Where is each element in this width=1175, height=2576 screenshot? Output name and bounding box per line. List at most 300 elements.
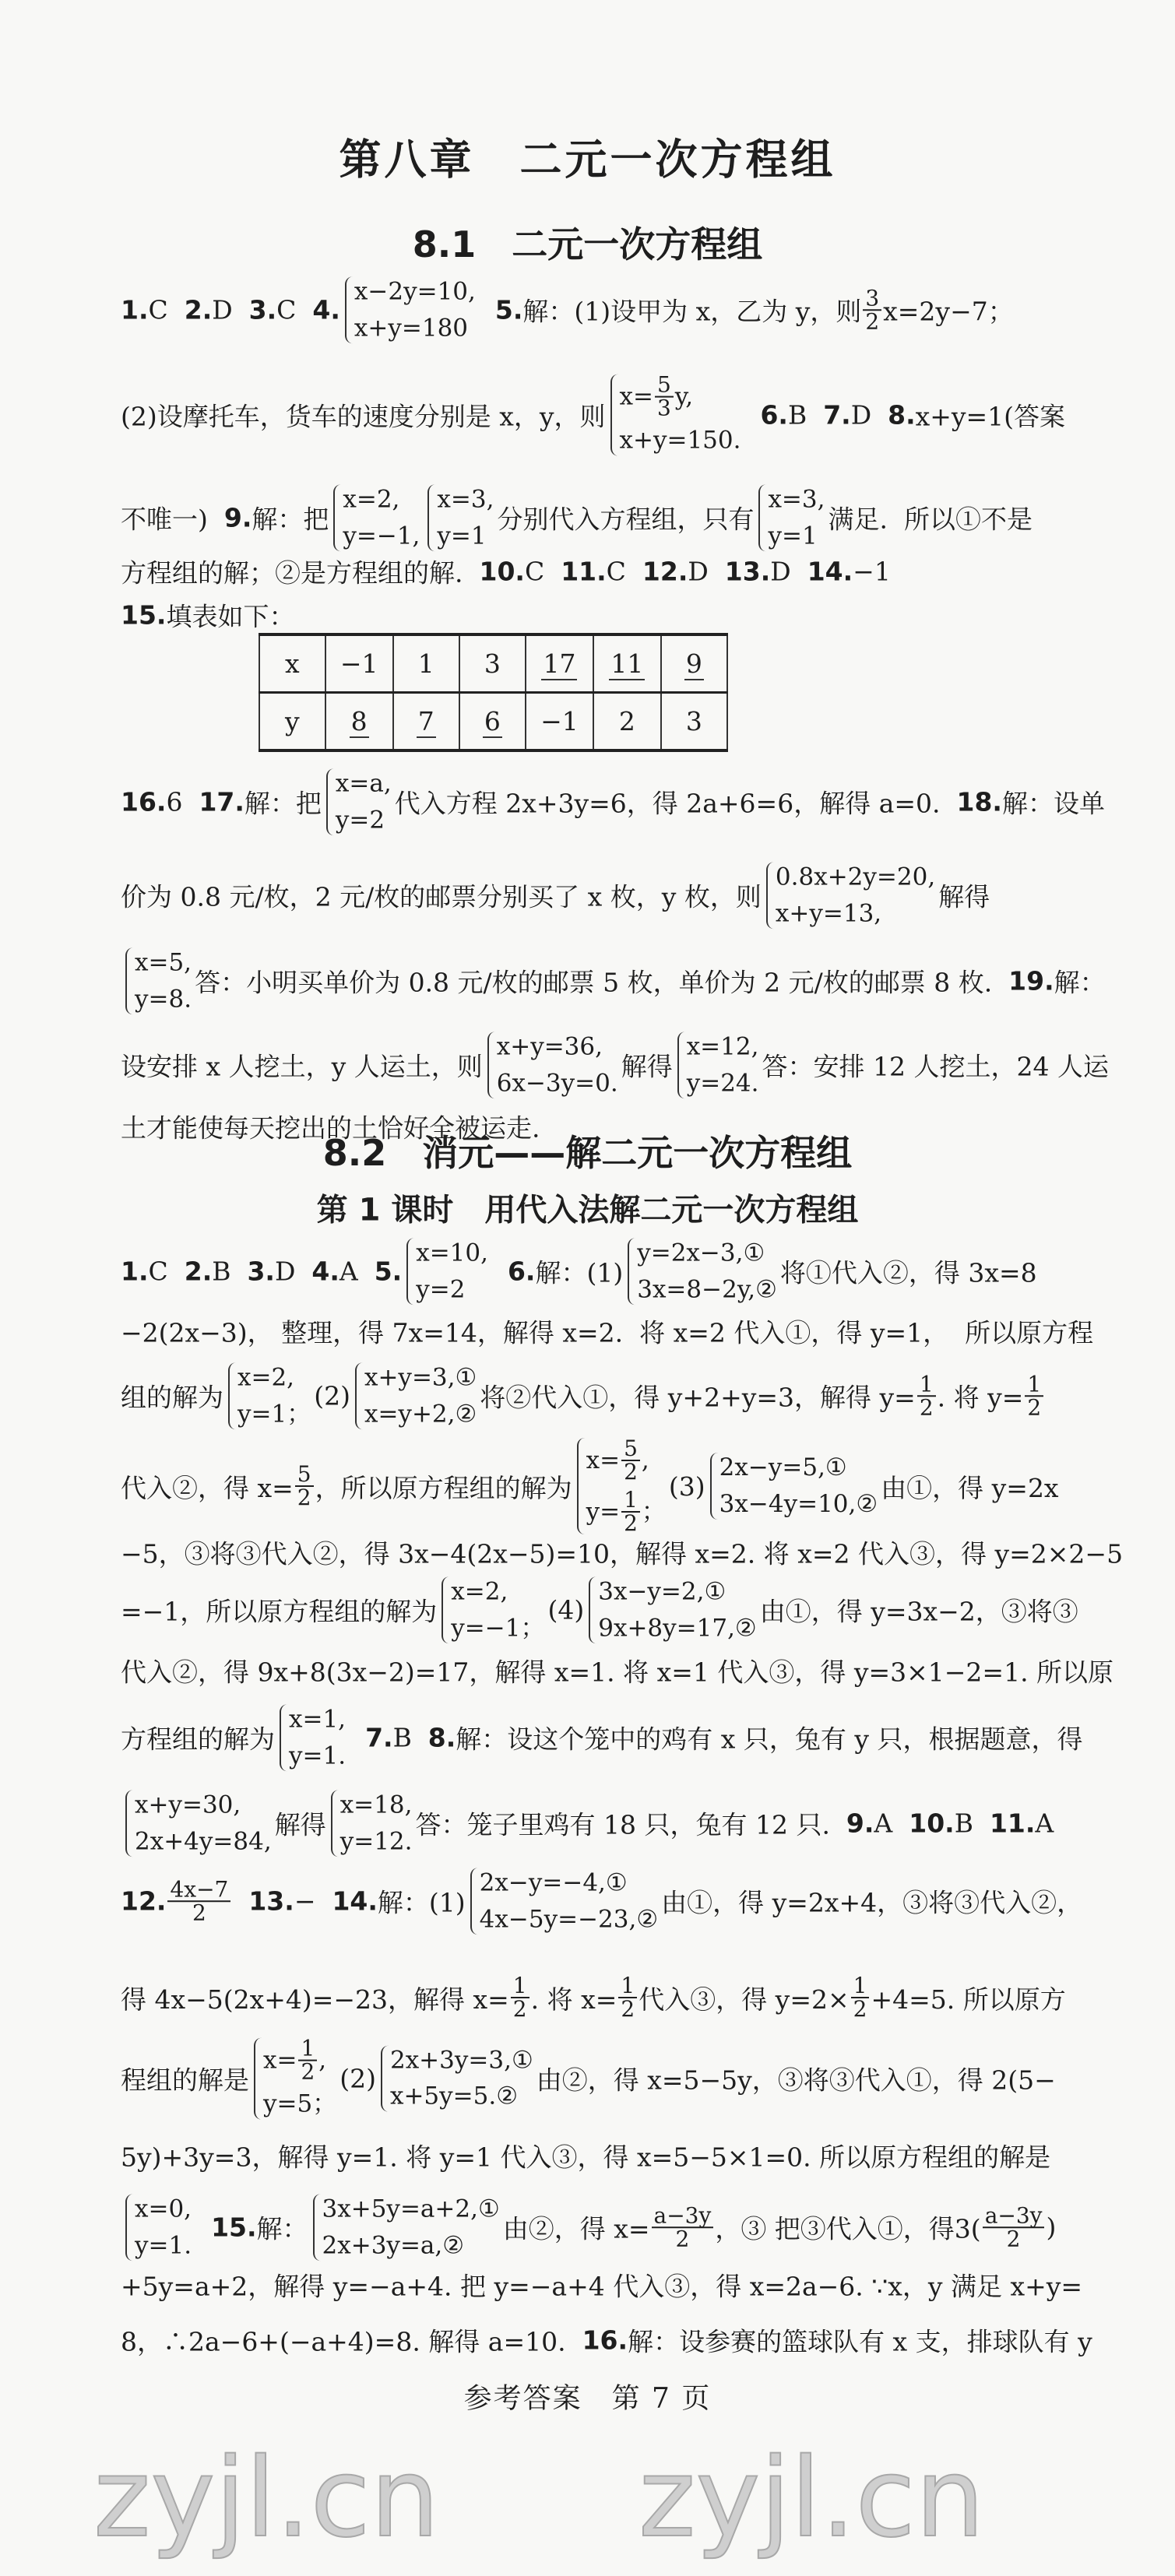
cell-value: 17 (543, 648, 576, 679)
equation: 3x−y=2,① (598, 1577, 726, 1606)
question-number: 16. (121, 786, 167, 817)
answer-text: 解得 (621, 1051, 673, 1082)
answer-text: A (1035, 1808, 1054, 1839)
answer-text: 6 (166, 786, 199, 817)
equation-system (709, 1450, 878, 1523)
answer-text: ) (1046, 2212, 1057, 2243)
answer-text: D (274, 1256, 312, 1287)
equation (263, 2035, 336, 2086)
fraction (167, 1878, 230, 1924)
answer-text: , (318, 2046, 327, 2075)
answer-text: 不唯一) (121, 504, 224, 535)
answer-text: ，所以原方程组的解为 (315, 1472, 572, 1503)
answer-line (121, 1028, 1149, 1102)
question-number: 13. (724, 556, 771, 587)
equation-system (405, 1235, 488, 1308)
numerator: 4x−7 (167, 1878, 230, 1902)
table-cell (661, 634, 727, 693)
question-number: 15. (121, 599, 167, 631)
answer-text: 价为 0.8 元/枚，2 元/枚的邮票分别买了 x 枚，y 枚，则 (121, 881, 762, 912)
fraction (295, 1461, 314, 1510)
equation-system (325, 765, 392, 838)
numerator: 1 (917, 1373, 936, 1397)
equation: 6x−3y=0. (496, 1069, 618, 1097)
answer-text: 由②，得 x=5−5y，③将③代入①，得 2(5− (536, 2065, 1056, 2096)
question-number: 1. (121, 1256, 149, 1287)
answer-text: 解：设单 (1001, 788, 1105, 819)
denominator: 2 (919, 1394, 934, 1420)
fraction (851, 1975, 870, 2020)
question-number: 1. (121, 294, 149, 325)
row-header-cell (259, 693, 325, 751)
answer-text: 解得 (274, 1809, 326, 1840)
answer-line (121, 1975, 1149, 2020)
equation: y=−1； (451, 1614, 545, 1642)
answer-text: 答：笼子里鸡有 18 只，兔有 12 只. (415, 1809, 846, 1840)
answer-text: ； (641, 1497, 666, 1526)
equation: x+y=180 (354, 314, 469, 342)
fraction (621, 1489, 640, 1534)
equation: y=2x−3,① (637, 1239, 765, 1267)
table-cell (459, 693, 526, 751)
answer-text: −2(2x−3)， 整理，得 7x=14，解得 x=2. 将 x=2 代入①，得 y=1， 所以原方程 (121, 1317, 1094, 1348)
equation-system (124, 1787, 272, 1860)
answer-line (121, 2322, 1149, 2359)
equation (586, 1435, 666, 1486)
answer-text: −1 (853, 556, 891, 587)
answer-text: . 将 y= (937, 1382, 1024, 1413)
answer-text: 程组的解是 (121, 2065, 249, 2096)
equation: x=2, (451, 1577, 508, 1606)
denominator: 2 (624, 1459, 638, 1485)
equation: x=18, (339, 1791, 413, 1819)
equation: 2x+4y=84, (135, 1827, 272, 1855)
cell-value: 11 (610, 648, 644, 679)
equation: x=10, (416, 1239, 488, 1267)
numerator: 5 (295, 1464, 314, 1487)
equation: x−2y=10, (354, 277, 476, 306)
equation: x=0, (135, 2195, 192, 2223)
answer-text: 解：(1) (377, 1887, 466, 1918)
numerator: 1 (1025, 1373, 1043, 1397)
answer-text: C (148, 1256, 185, 1287)
cell-value: 7 (417, 706, 434, 736)
answer-line (121, 481, 1149, 554)
page-footer: 参考答案 第 7 页 (463, 2382, 712, 2415)
equation-system (676, 1028, 759, 1102)
answer-text: 将②代入①，得 y+2+y=3，解得 y= (480, 1382, 916, 1413)
denominator: 2 (1027, 1394, 1042, 1420)
equation: x=3, (437, 485, 494, 514)
answer-text: 满足. 所以①不是 (828, 504, 1033, 535)
question-number: 14. (332, 1885, 378, 1917)
equation: 2x+3y=3,① (389, 2046, 533, 2075)
fraction (983, 2202, 1045, 2251)
answer-text: 由①，得 y=2x (881, 1472, 1059, 1503)
numerator: 1 (511, 1975, 529, 1998)
equation: x=2, (237, 1363, 295, 1392)
answer-text: (2)设摩托车，货车的速度分别是 x，y，则 (121, 401, 606, 432)
question-number: 15. (211, 2212, 257, 2243)
equation-system (440, 1573, 544, 1646)
answer-text: D (688, 556, 725, 587)
answer-text: D (850, 399, 888, 431)
numerator: 1 (298, 2038, 317, 2061)
denominator: 2 (297, 1485, 311, 1510)
answer-text: (4) (547, 1594, 585, 1625)
equation-system (469, 1864, 658, 1938)
equation: 2x+3y=a,② (322, 2231, 465, 2259)
answer-line (121, 944, 1149, 1017)
cell-value: x (285, 648, 300, 679)
question-number: 18. (956, 786, 1002, 817)
equation: x=1, (289, 1705, 347, 1734)
question-number: 12. (642, 556, 688, 587)
denominator: 2 (192, 1899, 206, 1925)
numerator: 1 (618, 1975, 637, 1998)
answer-line (121, 859, 1149, 932)
equation: 2x−y=−4,① (479, 1868, 628, 1897)
answer-text: C (276, 294, 313, 325)
numerator: 5 (621, 1438, 640, 1461)
answer-text: (2) (339, 2063, 376, 2094)
equation: x=5, (135, 948, 192, 977)
question-number: 5. (374, 1256, 403, 1287)
equation-system (252, 2035, 336, 2123)
answer-line (121, 371, 1149, 459)
answer-text: 代入②，得 9x+8(3x−2)=17，解得 x=1. 将 x=1 代入③，得 y=3×1−2=1. 所以原 (121, 1657, 1114, 1688)
chapter-title: 第八章 二元一次方程组 (339, 135, 836, 185)
answer-text: 解：(1)设甲为 x，乙为 y，则 (522, 296, 862, 327)
answer-line (121, 2191, 1149, 2264)
question-number: 7. (823, 399, 851, 431)
answer-text: − (294, 1885, 332, 1917)
equation: x=2, (343, 485, 400, 514)
table-row (259, 693, 727, 751)
answer-line (121, 2267, 1149, 2304)
equation: y=1 (437, 522, 487, 550)
equation: x+y=30, (135, 1791, 241, 1819)
answer-line (121, 1573, 1149, 1646)
answer-text (232, 1886, 248, 1917)
answer-text: 代入②，得 x= (121, 1472, 294, 1503)
equation-system (379, 2042, 533, 2115)
question-number: 10. (909, 1808, 955, 1839)
answer-text: ，③ 把③代入①，得3( (715, 2213, 981, 2244)
question-number: 9. (223, 502, 252, 533)
question-number: 4. (312, 294, 340, 325)
equation: y=8. (135, 985, 192, 1013)
question-number: 2. (184, 294, 213, 325)
table-cell (325, 634, 393, 693)
answer-text: 土才能使每天挖出的土恰好全被运走. (121, 1112, 540, 1144)
question-number: 5. (494, 294, 523, 325)
answer-text: +4=5. 所以原方 (871, 1984, 1066, 2015)
equation: 0.8x+2y=20, (775, 863, 936, 891)
answer-text: 解得 (938, 881, 990, 912)
question-number: 13. (248, 1885, 294, 1917)
answer-text: B (787, 399, 824, 431)
answer-text: x= (619, 382, 653, 411)
equation-system (626, 1235, 777, 1308)
answer-text: B (954, 1808, 990, 1839)
table-row (259, 634, 727, 693)
equation: 3x=8−2y,② (637, 1275, 777, 1303)
fraction (618, 1975, 637, 2020)
answer-line (121, 273, 1149, 346)
cell-value: 3 (484, 648, 501, 679)
answer-text: 填表如下： (166, 601, 295, 632)
answer-text: x+y=1(答案 (915, 401, 1066, 432)
denominator: 2 (675, 2226, 690, 2251)
question-number: 16. (582, 2325, 628, 2356)
section-title-8-2: 8.2 消元——解二元一次方程组 (322, 1132, 853, 1174)
numerator: 1 (851, 1975, 870, 1998)
table-cell (661, 693, 727, 751)
answer-line (121, 765, 1149, 838)
answer-text: B (392, 1722, 428, 1753)
fraction (1025, 1373, 1043, 1418)
fraction (863, 287, 881, 332)
answer-text: 解： (256, 2213, 308, 2244)
table-cell (459, 634, 526, 693)
answer-line (121, 1359, 1149, 1432)
answer-text: x= (263, 2046, 297, 2075)
answer-text: C (148, 294, 185, 325)
numerator: 5 (655, 374, 674, 398)
question-number: 17. (199, 786, 244, 817)
question-number: 11. (989, 1808, 1036, 1839)
equation: x+y=3,① (364, 1363, 477, 1392)
question-number: 2. (184, 1256, 213, 1287)
equation-system (343, 273, 476, 346)
answer-line (121, 1787, 1149, 1860)
equation-system (757, 481, 825, 554)
question-number: 8. (427, 1722, 456, 1753)
answer-text: D (770, 556, 807, 587)
question-number: 10. (479, 556, 525, 587)
answer-text: 由①，得 y=2x+4，③将③代入②， (661, 1887, 1083, 1918)
lesson-subtitle: 第 1 课时 用代入法解二元一次方程组 (316, 1192, 859, 1228)
answer-line (121, 1864, 1149, 1938)
answer-text: B (212, 1256, 248, 1287)
answer-text: 解：把 (252, 504, 329, 535)
answer-text: 分别代入方程组，只有 (497, 504, 755, 535)
answer-text: (3) (668, 1471, 705, 1502)
equation: y=1 (768, 522, 818, 550)
equation: y=1. (135, 2231, 192, 2259)
answer-text: 代入③，得 y=2× (639, 1984, 850, 2015)
numerator: a−3y (983, 2205, 1045, 2228)
section-title-8-1: 8.1 二元一次方程组 (412, 223, 763, 265)
equation: 4x−5y=−23,② (479, 1905, 659, 1933)
equation-system (278, 1701, 346, 1774)
cell-value: 3 (685, 706, 702, 736)
cell-value: y (284, 706, 300, 736)
equation: 3x+5y=a+2,① (322, 2195, 500, 2223)
equation: 2x−y=5,① (719, 1453, 847, 1482)
equation: x=12, (686, 1032, 759, 1061)
equation-system (329, 1787, 413, 1860)
equation: y=12. (339, 1827, 413, 1855)
denominator: 2 (853, 1996, 867, 2022)
question-number: 8. (888, 399, 916, 431)
answer-text: 解：(1) (535, 1257, 624, 1288)
answer-text: 答：小明买单价为 0.8 元/枚的邮票 5 枚，单价为 2 元/枚的邮票 8 枚. (195, 967, 1009, 998)
answer-text: 解：把 (244, 788, 322, 819)
answer-text: =−1，所以原方程组的解为 (121, 1596, 438, 1627)
question-number: 6. (507, 1256, 536, 1287)
equation-system (311, 2191, 500, 2264)
answer-text: A (339, 1256, 375, 1287)
answer-line (121, 1435, 1149, 1538)
question-number: 3. (247, 1256, 275, 1287)
answer-text: 代入方程 2x+3y=6，得 2a+6=6，解得 a=0. (394, 788, 957, 819)
fraction (511, 1975, 529, 2020)
table-cell (526, 634, 593, 693)
answer-text: −5，③将③代入②，得 3x−4(2x−5)=10，解得 x=2. 将 x=2 代入③，得 y=2×2−5 (121, 1538, 1124, 1569)
equation: y=24. (686, 1069, 759, 1097)
denominator: 2 (624, 1510, 638, 1536)
watermark: zyjl.cn (93, 2435, 440, 2562)
answer-text: . 将 x= (530, 1984, 617, 2015)
answer-line (121, 597, 1149, 634)
denominator: 2 (865, 308, 880, 334)
denominator: 2 (621, 1996, 635, 2022)
answer-line (121, 554, 1149, 590)
answer-text: C (606, 556, 642, 587)
answer-line (121, 1653, 1149, 1689)
equation-system (332, 481, 420, 554)
denominator: 2 (301, 2058, 315, 2085)
answer-text: 方程组的解为 (121, 1724, 275, 1755)
answer-text: A (874, 1808, 909, 1839)
answer-text: 解：设参赛的篮球队有 x 支，排球队有 y (628, 2326, 1092, 2357)
question-number: 3. (248, 294, 277, 325)
answer-text: 设安排 x 人挖土，y 人运土，则 (121, 1051, 483, 1082)
equation: x+y=13, (775, 899, 882, 927)
equation-system (587, 1573, 756, 1646)
answer-text: y= (586, 1497, 621, 1526)
table-cell (393, 634, 459, 693)
answer-text: C (524, 556, 561, 587)
fraction (298, 2035, 317, 2085)
equation-system (124, 2191, 192, 2264)
answer-line (121, 1313, 1149, 1350)
answer-text: x= (586, 1446, 621, 1474)
equation: y=5； (263, 2089, 337, 2118)
question-number: 12. (121, 1885, 167, 1917)
table-cell (593, 634, 661, 693)
answer-text (349, 1723, 365, 1753)
equation: y=2 (416, 1275, 466, 1303)
equation: x=a, (335, 769, 392, 798)
denominator: 2 (512, 1996, 527, 2022)
equation-system (609, 371, 741, 459)
equation-system (124, 944, 192, 1017)
answer-line (121, 1701, 1149, 1774)
equation: y=−1, (343, 522, 420, 550)
question-number: 6. (760, 399, 788, 431)
table-cell (526, 693, 593, 751)
answer-text: y, (674, 382, 694, 411)
answer-text: 将①代入②，得 3x=8 (779, 1257, 1037, 1288)
answer-text: +5y=a+2，解得 y=−a+4. 把 y=−a+4 代入③，得 x=2a−6. ∵x，y 满足 x+y= (121, 2271, 1083, 2302)
numerator: a−3y (652, 2205, 714, 2228)
equation: 9x+8y=17,② (598, 1614, 757, 1642)
question-number: 4. (311, 1256, 339, 1287)
answer-text: 组的解为 (121, 1382, 223, 1413)
answer-text (744, 400, 760, 431)
answer-text: x=2y−7； (883, 296, 1014, 327)
equation: y=1； (237, 1400, 311, 1428)
equation-system (765, 859, 935, 932)
denominator: 2 (1006, 2226, 1021, 2251)
equation: y=1. (289, 1741, 347, 1769)
answer-text: 解：设这个笼中的鸡有 x 只，兔有 y 只，根据题意，得 (456, 1724, 1083, 1755)
denominator: 3 (656, 395, 671, 421)
answer-text: 答：安排 12 人挖土，24 人运 (762, 1051, 1109, 1082)
question-number: 14. (807, 556, 853, 587)
answer-text (195, 2212, 211, 2243)
equation (586, 1486, 666, 1538)
equation-system (426, 481, 494, 554)
fraction (621, 1438, 640, 1483)
equation: x=3, (768, 485, 825, 514)
equation: x=y+2,② (364, 1400, 477, 1428)
answer-text: 由①，得 y=3x−2，③将③ (759, 1596, 1078, 1627)
cell-value: −1 (339, 648, 378, 679)
answer-text: 得 4x−5(2x+4)=−23，解得 x= (121, 1984, 509, 2015)
fraction (917, 1373, 936, 1418)
equation: x+y=150. (619, 426, 741, 455)
equation (620, 371, 741, 423)
answer-line (121, 2035, 1149, 2123)
row-header-cell (259, 634, 325, 693)
cell-value: −1 (540, 706, 579, 736)
answer-text: 方程组的解；②是方程组的解. (121, 557, 480, 589)
answer-text: 8，∴2a−6+(−a+4)=8. 解得 a=10. (121, 2326, 582, 2357)
fraction (655, 371, 674, 421)
question-number: 19. (1008, 965, 1054, 996)
answer-text (479, 295, 495, 325)
equation: x+5y=5.② (389, 2082, 519, 2110)
answer-text: 5y)+3y=3，解得 y=1. 将 y=1 代入③，得 x=5−5×1=0. 所以原方程组的解是 (121, 2142, 1051, 2173)
answer-text: 由②，得 x= (502, 2213, 650, 2244)
cell-value: 9 (685, 648, 702, 679)
answer-line (121, 1235, 1149, 1308)
answer-text (491, 1256, 508, 1287)
question-number: 7. (365, 1722, 393, 1753)
cell-value: 1 (417, 648, 434, 679)
equation-system (227, 1359, 311, 1432)
table-cell (393, 693, 459, 751)
equation-system (575, 1435, 666, 1538)
equation: 3x−4y=10,② (719, 1490, 878, 1518)
question-number: 11. (561, 556, 607, 587)
cell-value: 2 (618, 706, 635, 736)
equation-system (486, 1028, 618, 1102)
question-number: 9. (846, 1808, 874, 1839)
table-cell (325, 693, 393, 751)
answer-text: (2) (314, 1380, 350, 1411)
watermark: zyjl.cn (639, 2435, 985, 2562)
answer-text: D (212, 294, 249, 325)
answer-text: 解： (1054, 967, 1106, 998)
equation-system (354, 1359, 477, 1432)
equation: x+y=36, (496, 1032, 603, 1061)
answer-line (121, 2138, 1149, 2174)
